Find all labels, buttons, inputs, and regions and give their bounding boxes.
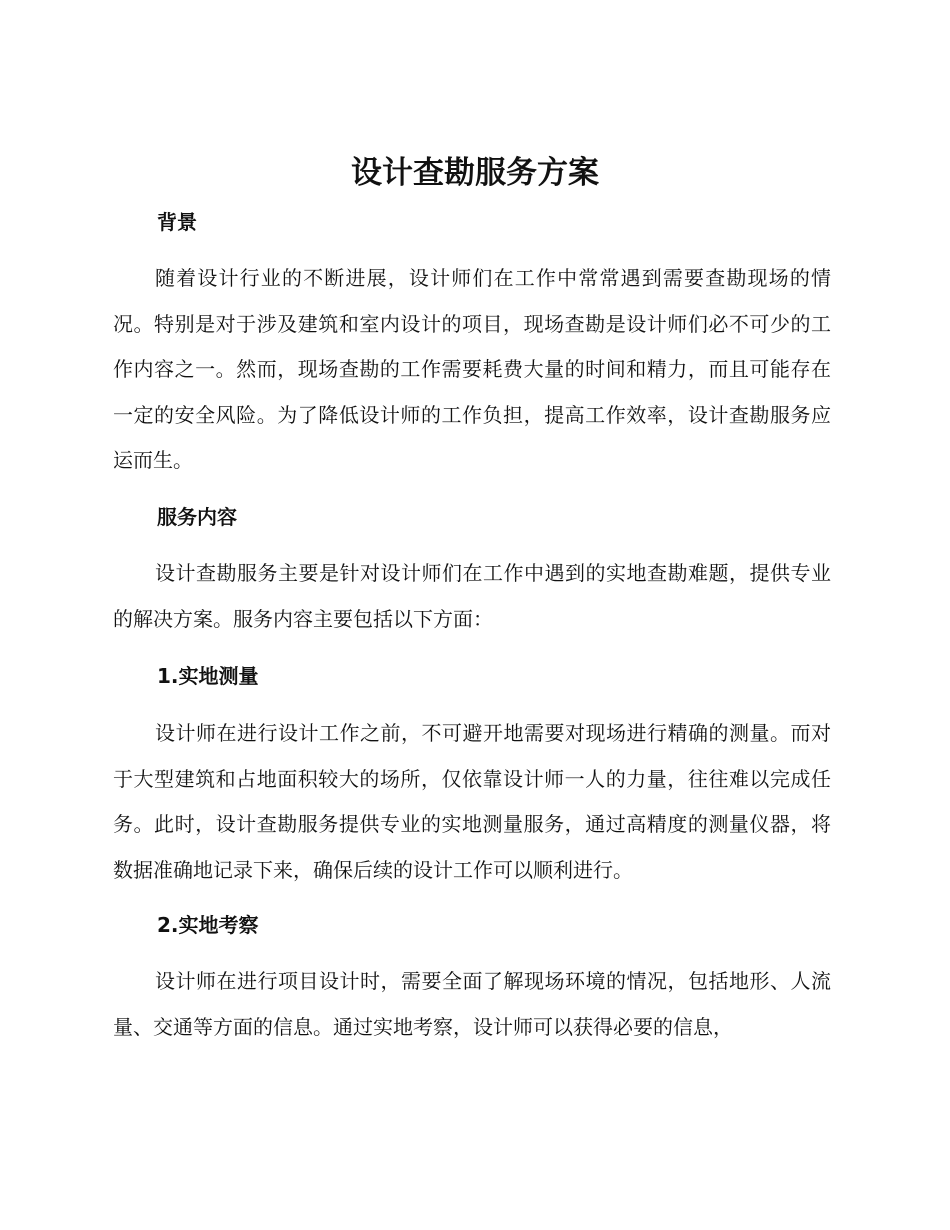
section-heading-service-content: 服务内容: [157, 505, 237, 529]
section-heading-background: 背景: [157, 210, 197, 234]
section-paragraph-field-survey: 设计师在进行项目设计时，需要全面了解现场环境的情况，包括地形、人流量、交通等方面的信息。通过实地考察，设计师可以获得必要的信息，: [113, 969, 831, 1039]
section-paragraph-field-measurement: 设计师在进行设计工作之前，不可避开地需要对现场进行精确的测量。而对于大型建筑和占地面积较大的场所，仅依靠设计师一人的力量，往往难以完成任务。此时，设计查勘服务提供专业的实地测量服务，通过高精度的测量仪器，将数据准确地记录下来，确保后续的设计工作可以顺利进行。: [113, 721, 831, 882]
section-heading-field-measurement: 1.实地测量: [157, 664, 259, 688]
section-heading-field-survey: 2.实地考察: [157, 913, 259, 937]
document-title: 设计查勘服务方案: [351, 155, 599, 191]
section-paragraph-service-content: 设计查勘服务主要是针对设计师们在工作中遇到的实地查勘难题，提供专业的解决方案。服务内容主要包括以下方面：: [113, 561, 831, 631]
section-paragraph-background: 随着设计行业的不断进展，设计师们在工作中常常遇到需要查勘现场的情况。特别是对于涉及建筑和室内设计的项目，现场查勘是设计师们必不可少的工作内容之一。然而，现场查勘的工作需要耗费大量的时间和精力，而且可能存在一定的安全风险。为了降低设计师的工作负担，提高工作效率，设计查勘服务应运而生。: [113, 266, 831, 472]
